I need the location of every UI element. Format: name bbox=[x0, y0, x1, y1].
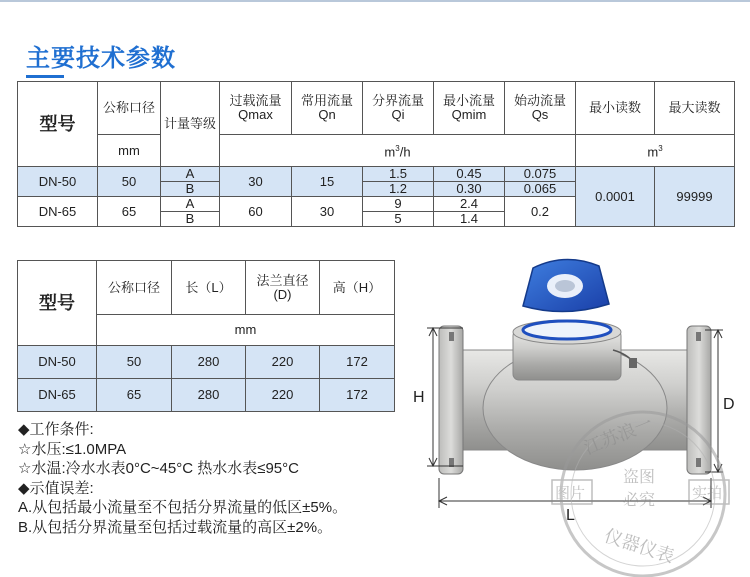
t2-row1-length: 280 bbox=[172, 346, 246, 379]
note-error-title: ◆示值误差: bbox=[18, 479, 94, 497]
watermark-line2: 必究 bbox=[623, 490, 656, 509]
note-pressure: ☆水压:≤1.0MPA bbox=[18, 440, 127, 458]
title-underline bbox=[26, 75, 64, 78]
header-qi: 分界流量 Qi bbox=[363, 82, 434, 135]
dim-l-label: L bbox=[566, 507, 575, 524]
top-divider bbox=[0, 0, 750, 2]
t2-header-diameter: 公称口径 bbox=[97, 261, 172, 315]
t2-header-flange: 法兰直径 (D) bbox=[246, 261, 320, 315]
note-work-title: ◆工作条件: bbox=[18, 421, 94, 438]
t1-row2-qi-a: 9 bbox=[363, 197, 434, 212]
t1-row1-qi-a: 1.5 bbox=[363, 167, 434, 182]
t1-row1-qi-b: 1.2 bbox=[363, 182, 434, 197]
t2-row2-length: 280 bbox=[172, 379, 246, 412]
t2-unit: mm bbox=[97, 315, 395, 346]
note-temperature: ☆水温:冷水水表0°C~45°C 热水水表≤95°C bbox=[18, 460, 299, 478]
t1-row2-grade-a: A bbox=[161, 197, 220, 212]
spec-table-flow bbox=[17, 81, 735, 227]
t1-row1-qs-b: 0.065 bbox=[505, 182, 576, 197]
page-title: 主要技术参数 bbox=[26, 45, 176, 72]
unit-flow: $m^3/h$ bbox=[220, 135, 576, 167]
t2-row1-model: DN-50 bbox=[18, 346, 97, 379]
t1-row2-qmin-a: 2.4 bbox=[434, 197, 505, 212]
t1-row2-qmin-b: 1.4 bbox=[434, 212, 505, 227]
t1-row2-qs: 0.2 bbox=[505, 197, 576, 227]
unit-reading: $m^3$ bbox=[576, 135, 735, 167]
t2-row1-diameter: 50 bbox=[97, 346, 172, 379]
spec-table-dimensions bbox=[17, 260, 395, 412]
t1-row2-model: DN-65 bbox=[18, 197, 98, 227]
t2-row1-flange: 220 bbox=[246, 346, 320, 379]
t1-row1-model: DN-50 bbox=[18, 167, 98, 197]
unit-diameter: mm bbox=[98, 135, 161, 167]
t1-row1-qmin-a: 0.45 bbox=[434, 167, 505, 182]
t1-row1-diameter: 50 bbox=[98, 167, 161, 197]
t1-row1-qmin-b: 0.30 bbox=[434, 182, 505, 197]
watermark-bottom-arc: 仪器仪表 bbox=[601, 525, 677, 568]
header-qs: 始动流量 Qs bbox=[505, 82, 576, 135]
t2-header-model: 型号 bbox=[18, 261, 97, 346]
t1-row2-qi-b: 5 bbox=[363, 212, 434, 227]
t1-row1-grade-a: A bbox=[161, 167, 220, 182]
t1-row2-qmax: 60 bbox=[220, 197, 292, 227]
note-error-a: A.从包括最小流量至不包括分界流量的低区±5%。 bbox=[18, 499, 348, 517]
header-qn: 常用流量 Qn bbox=[292, 82, 363, 135]
t2-row2-height: 172 bbox=[320, 379, 395, 412]
t2-header-height: 高（H） bbox=[320, 261, 395, 315]
header-qmin: 最小流量 Qmim bbox=[434, 82, 505, 135]
t2-row2-flange: 220 bbox=[246, 379, 320, 412]
meter-lid bbox=[523, 259, 609, 311]
t1-row1-qmax: 30 bbox=[220, 167, 292, 197]
watermark-top-arc: 江苏浪一 bbox=[581, 412, 656, 460]
t1-row1-qs-a: 0.075 bbox=[505, 167, 576, 182]
watermark-line1: 盗图 bbox=[623, 467, 656, 486]
t2-row2-diameter: 65 bbox=[97, 379, 172, 412]
water-meter-figure bbox=[405, 258, 745, 577]
t1-row2-qn: 30 bbox=[292, 197, 363, 227]
t1-row2-grade-b: B bbox=[161, 212, 220, 227]
watermark-left: 图片 bbox=[555, 484, 586, 502]
header-model: 型号 bbox=[18, 82, 98, 167]
t2-row1-height: 172 bbox=[320, 346, 395, 379]
t1-row2-diameter: 65 bbox=[98, 197, 161, 227]
header-diameter: 公称口径 bbox=[98, 82, 161, 135]
t1-max-reading: 99999 bbox=[655, 167, 735, 227]
t1-row1-qn: 15 bbox=[292, 167, 363, 197]
t1-row1-grade-b: B bbox=[161, 182, 220, 197]
header-qmax: 过载流量 Qmax bbox=[220, 82, 292, 135]
header-grade: 计量等级 bbox=[161, 82, 220, 167]
watermark-right: 实拍 bbox=[692, 484, 723, 502]
dim-d-label: D bbox=[723, 396, 735, 413]
t2-header-length: 长（L） bbox=[172, 261, 246, 315]
note-error-b: B.从包括分界流量至包括过载流量的高区±2%。 bbox=[18, 518, 333, 536]
t1-min-reading: 0.0001 bbox=[576, 167, 655, 227]
header-max-reading: 最大读数 bbox=[655, 82, 735, 135]
t2-row2-model: DN-65 bbox=[18, 379, 97, 412]
notes-block bbox=[18, 420, 347, 538]
header-min-reading: 最小读数 bbox=[576, 82, 655, 135]
dim-h-label: H bbox=[413, 389, 425, 406]
